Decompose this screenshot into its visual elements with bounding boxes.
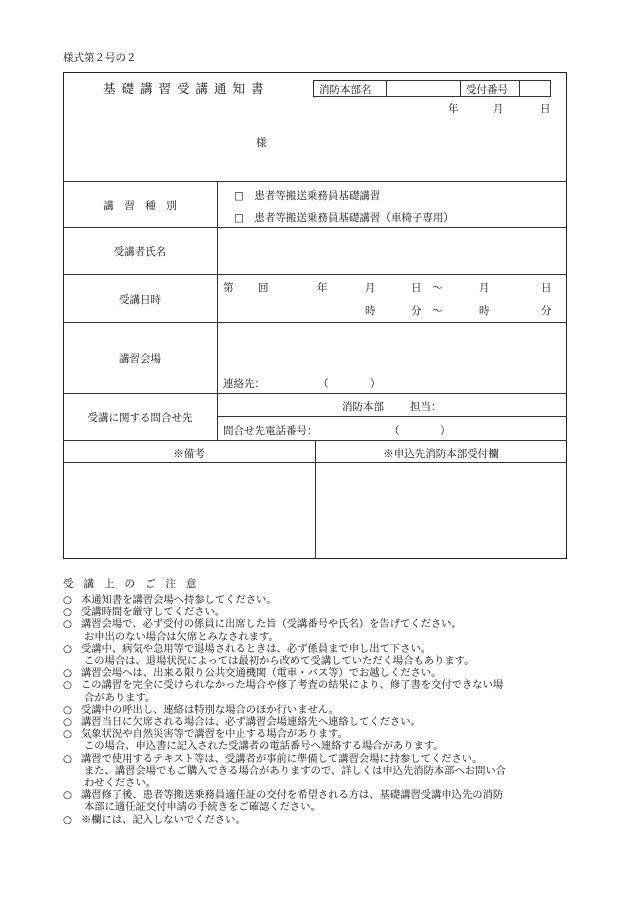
note-bullet: ○ xyxy=(63,618,72,631)
schedule-year: 年 xyxy=(317,282,328,294)
note-text: 気象状況や自然災害等で講習を中止する場合があります。 xyxy=(81,728,348,741)
note-bullet: ○ xyxy=(63,679,72,692)
note-text: 本通知書を講習会場へ持参してください。 xyxy=(81,594,277,606)
note-text: 講習で使用するテキスト等は、受講者が事前に準備して講習会場に持参してください。 xyxy=(81,752,483,765)
note-text-continued: この場合は、退場状況によっては最初から改めて受講していただく場合もあります。 xyxy=(84,655,475,667)
schedule-minute: 分 xyxy=(411,305,422,317)
note-bullet: ○ xyxy=(63,728,72,741)
note-text-continued: また、講習会場でもご購入できる場合がありますので、詳しくは申込先消防本部へお問い合 xyxy=(84,764,506,777)
note-text-continued: 本部に適任証交付申請の手続きをご確認ください。 xyxy=(84,801,321,814)
note-text: ※欄には、記入しないでください。 xyxy=(81,813,246,826)
note-bullet: ○ xyxy=(63,789,72,802)
note-text: 講習会場で、必ず受付の係員に出席した旨（受講番号や氏名）を告げてください。 xyxy=(81,618,462,631)
note-bullet: ○ xyxy=(63,752,72,765)
notes-title: 受講上のご注意 xyxy=(63,578,207,590)
schedule-minute-end: 分 xyxy=(541,305,552,317)
inquiry-paren-open: （ xyxy=(389,425,400,437)
note-text: 講習会場へは、出来る限り公共交通機関（電車・バス等）でお越しください。 xyxy=(81,667,442,680)
reception-no-field[interactable] xyxy=(521,81,549,96)
schedule-hour: 時 xyxy=(365,305,376,317)
note-text: 受講時間を厳守してください。 xyxy=(81,606,226,619)
date-year: 年 xyxy=(448,103,459,115)
form-title: 基礎講習受講通知書 xyxy=(103,81,270,96)
schedule-tilde: ～ xyxy=(432,282,443,294)
note-text-continued: この場合、申込書に記入された受講者の電話番号へ連絡する場合があります。 xyxy=(84,740,444,753)
note-bullet: ○ xyxy=(63,703,72,716)
schedule-month-end: 月 xyxy=(479,282,490,294)
inquiry-paren-close: ） xyxy=(440,425,451,437)
inquiry-label: 受講に関する問合せ先 xyxy=(87,412,193,424)
note-bullet: ○ xyxy=(63,606,72,619)
note-text: この講習を完全に受けられなかった場合や修了考査の結果により、修了書を交付できない場 xyxy=(81,679,504,692)
note-text-continued: お申出のない場合は欠席とみなされます。 xyxy=(84,630,279,643)
date-day: 日 xyxy=(540,103,551,115)
schedule-label: 受講日時 xyxy=(119,294,161,306)
remarks-label: ※備考 xyxy=(173,448,205,460)
note-item xyxy=(63,811,246,826)
note-text: 受講中、病気や急用等で退場されるときは、必ず係員まで申し出て下さい。 xyxy=(81,642,432,655)
reception-no-label: 受付番号 xyxy=(466,84,508,96)
remarks-field[interactable] xyxy=(66,465,312,557)
venue-label: 講習会場 xyxy=(119,353,161,365)
date-month: 月 xyxy=(493,103,504,115)
note-text: 講習当日に欠席される場合は、必ず講習会場連絡先へ連絡してください。 xyxy=(81,716,421,728)
note-text: 講習修了後、患者等搬送乗務員適任証の交付を希望される方は、基礎講習受講申込先の消防 xyxy=(81,789,504,802)
note-bullet: ○ xyxy=(63,813,72,826)
trainee-name-label: 受講者氏名 xyxy=(113,246,167,258)
fire-dept-label: 消防本部名 xyxy=(319,84,372,96)
contact-paren-close: ） xyxy=(370,378,381,390)
note-bullet: ○ xyxy=(63,667,72,680)
contact-paren-open: （ xyxy=(318,378,329,390)
form-number: 様式第２号の２ xyxy=(63,52,137,64)
schedule-day-end: 日 xyxy=(541,282,552,294)
contact-label: 連絡先： xyxy=(223,378,265,390)
course-option-basic[interactable]: □ 患者等搬送乗務員基礎講習 xyxy=(234,190,381,202)
schedule-dai: 第 xyxy=(223,282,234,294)
fire-dept-name-field[interactable] xyxy=(388,81,458,96)
note-text-continued: 合があります。 xyxy=(84,691,156,704)
trainee-name-field[interactable] xyxy=(220,230,564,272)
reception-field[interactable] xyxy=(318,465,564,557)
person-in-charge-label: 担当： xyxy=(410,401,442,413)
note-bullet: ○ xyxy=(63,716,72,728)
schedule-tilde-2: ～ xyxy=(432,305,443,317)
course-option-wheelchair[interactable]: □ 患者等搬送乗務員基礎講習（車椅子専用） xyxy=(234,212,454,224)
course-type-label: 講 習 種 別 xyxy=(103,200,177,212)
note-text: 受講中の呼出し、連絡は特別な場合のほか行いません。 xyxy=(81,703,340,716)
note-bullet: ○ xyxy=(63,594,72,606)
note-bullet: ○ xyxy=(63,642,72,655)
fire-dept-suffix: 消防本部 xyxy=(342,401,384,413)
reception-column-label: ※申込先消防本部受付欄 xyxy=(383,448,499,460)
schedule-kai: 回 xyxy=(258,282,269,294)
inquiry-phone-label: 問合せ先電話番号： xyxy=(223,425,318,437)
addressee-suffix: 様 xyxy=(256,137,267,149)
venue-field[interactable] xyxy=(220,325,564,369)
note-text-continued: わせください。 xyxy=(84,777,157,789)
schedule-month: 月 xyxy=(365,282,376,294)
schedule-hour-end: 時 xyxy=(479,305,490,317)
schedule-day: 日 xyxy=(411,282,422,294)
